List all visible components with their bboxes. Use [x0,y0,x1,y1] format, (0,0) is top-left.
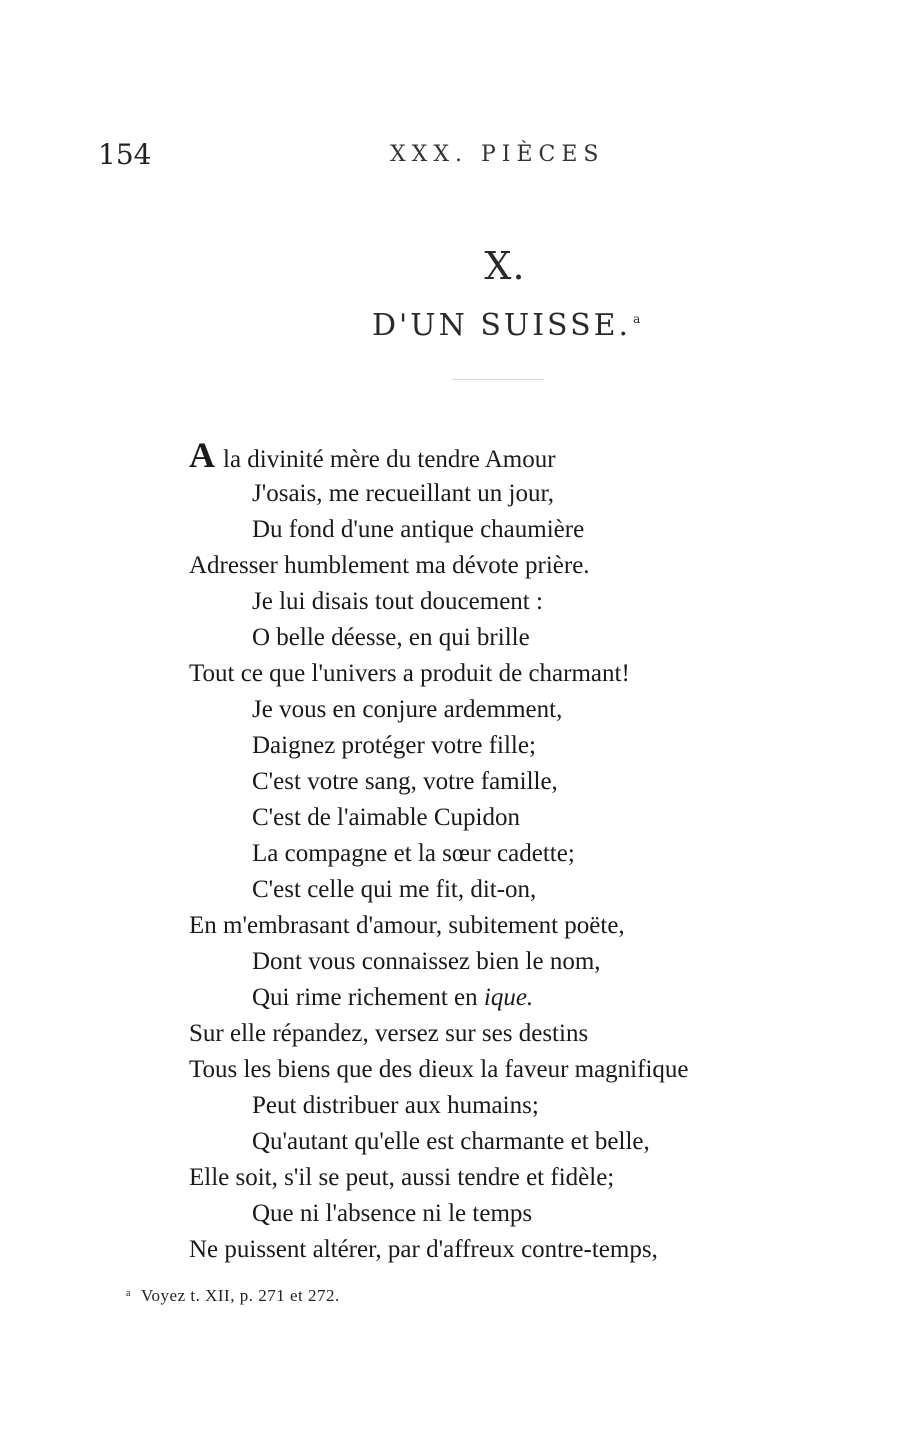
page-header [0,138,900,178]
poem-line: Elle soit, s'il se peut, aussi tendre et fidèle; [189,1164,615,1191]
poem-line: J'osais, me recueillant un jour, [252,480,555,507]
poem-line: Daignez protéger votre fille; [252,732,536,759]
poem-line: Qu'autant qu'elle est charmante et belle, [252,1128,650,1155]
poem-line: La compagne et la sœur cadette; [252,840,575,867]
poem-line: C'est celle qui me fit, dit-on, [252,876,537,903]
poem-line: Ne puissent altérer, par d'affreux contre-temps, [189,1236,658,1263]
poem-line: Adresser humblement ma dévote prière. [189,552,590,579]
poem-line: Du fond d'une antique chaumière [252,516,585,543]
footnote [126,1286,340,1306]
piece-title [372,308,640,343]
footnote-text: Voyez t. XII, p. 271 et 272. [140,1286,340,1305]
title-divider [452,379,544,380]
poem-line: Je vous en conjure ardemment, [252,696,563,723]
poem-line: Sur elle répandez, versez sur ses destins [189,1020,589,1047]
poem-line: O belle déesse, en qui brille [252,624,530,651]
poem-line: Qui rime richement en ique. [252,984,534,1011]
poem-line: Tous les biens que des dieux la faveur magnifique [189,1056,689,1083]
page-number: 154 [98,138,152,171]
poem-line: Peut distribuer aux humains; [252,1092,539,1119]
poem-line: C'est votre sang, votre famille, [252,768,558,795]
poem-line: Que ni l'absence ni le temps [252,1200,533,1227]
poem-line: En m'embrasant d'amour, subitement poëte, [189,912,625,939]
footnote-reference: a [633,312,641,326]
poem-line: Dont vous connaissez bien le nom, [252,948,601,975]
poem-line: Je lui disais tout doucement : [252,588,543,615]
italic-rhyme: ique. [483,984,534,1011]
poem-line: C'est de l'aimable Cupidon [252,804,520,831]
drop-cap: A [189,435,215,475]
piece-title-text: D'UN SUISSE. [372,308,632,343]
footnote-marker: a [126,1288,131,1299]
running-title: XXX. PIÈCES [390,142,605,167]
poem-line: A la divinité mère du tendre Amour [189,435,556,475]
poem-line: Tout ce que l'univers a produit de charmant! [189,660,630,687]
piece-numeral: X. [484,244,526,288]
